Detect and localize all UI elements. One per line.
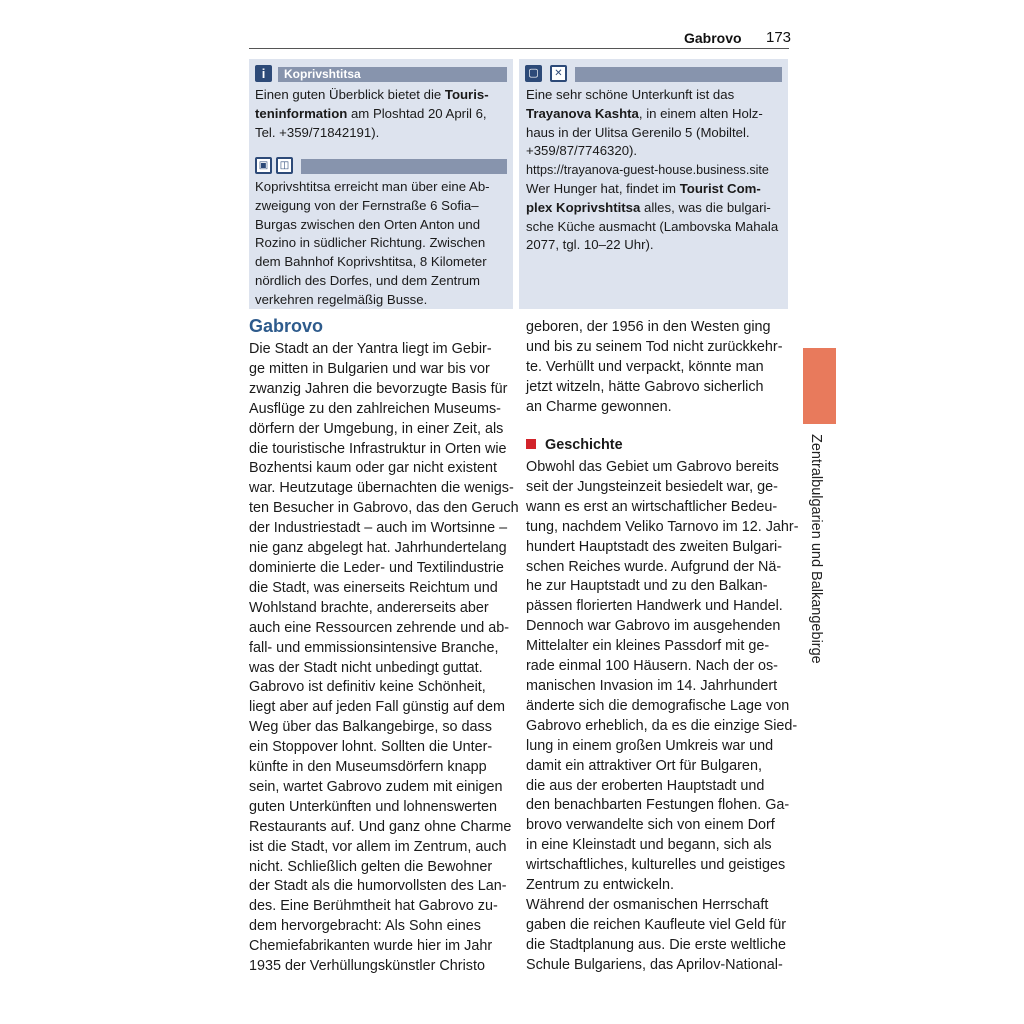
- train-icon: ◫: [276, 157, 293, 174]
- text-line: Trayanova Kashta, in einem alten Holz-: [526, 105, 763, 121]
- text-line: den benachbarten Festungen flohen. Ga-: [526, 797, 790, 814]
- text-line: Gabrovo erheblich, da es die einzige Sied-: [526, 717, 798, 734]
- text-line: wann es erst an wirtschaftlicher Bedeu-: [526, 498, 778, 515]
- text-line: damit ein attraktiver Ort für Bulgaren,: [526, 757, 762, 774]
- text-line: fall- und emmissionsintensive Branche,: [249, 639, 499, 656]
- page-number: 173: [766, 29, 792, 46]
- info-box-left: [249, 59, 513, 309]
- text-line: Eine sehr schöne Unterkunft ist das: [526, 87, 735, 102]
- text-line: die touristische Infrastruktur in Orten wie: [249, 440, 507, 457]
- text-line: zwanzig Jahren die bevorzugte Basis für: [249, 380, 508, 397]
- red-square-icon: [526, 439, 536, 449]
- text-line: ge mitten in Bulgarien und war bis vor: [249, 360, 490, 377]
- text-line: nicht. Schließlich gelten die Bewohner: [249, 858, 493, 875]
- text-line: sche Küche ausmacht (Lambovska Mahala: [526, 218, 779, 234]
- lodging-text: [526, 86, 784, 255]
- text-line: Burgas zwischen den Orten Anton und: [255, 216, 481, 232]
- text-line: Einen guten Überblick bietet die Touris-: [255, 87, 489, 102]
- bed-icon: ▢: [525, 65, 542, 82]
- lodging-heading: [525, 65, 782, 84]
- text-line: sein, wartet Gabrovo zudem mit einigen: [249, 778, 503, 795]
- text-line: Restaurants auf. Und ganz ohne Charme: [249, 818, 512, 835]
- text-line: ist die Stadt, vor allem im Zentrum, auch: [249, 838, 507, 855]
- text-line: Wohlstand brachte, andererseits aber: [249, 599, 489, 616]
- text-line: liegt aber auf jeden Fall günstig auf dem: [249, 699, 505, 716]
- text-line: änderte sich die demografische Lage von: [526, 697, 790, 714]
- chapter-side-label: Zentralbulgarien und Balkangebirge: [808, 434, 824, 664]
- text-line: dörfern der Umgebung, in einer Zeit, als: [249, 420, 504, 437]
- body-column-right-top: [526, 318, 789, 418]
- transport-text: [255, 178, 509, 310]
- text-line: auch eine Ressourcen zehrende und ab-: [249, 619, 510, 636]
- text-line: haus in der Ulitsa Gerenilo 5 (Mobiltel.: [526, 124, 750, 140]
- text-line: Mittelalter ein kleines Passdorf mit ge-: [526, 638, 770, 655]
- text-line: 1935 der Verhüllungskünstler Christo: [249, 958, 485, 975]
- transport-heading: [255, 157, 507, 176]
- text-line: pässen florierten Handwerk und Handel.: [526, 598, 783, 615]
- text-line: brovo verwandelte sich von einem Dorf: [526, 817, 775, 834]
- cutlery-icon: ✕: [550, 65, 567, 82]
- text-line: dem Bahnhof Koprivshtitsa, 8 Kilometer: [255, 254, 487, 270]
- text-line: Chemiefabrikanten wurde hier im Jahr: [249, 938, 493, 955]
- text-line: hundert Hauptstadt des zweiten Bulgari-: [526, 538, 782, 555]
- heading-bar: [575, 67, 782, 82]
- text-line: tung, nachdem Veliko Tarnovo im 12. Jahr-: [526, 518, 799, 535]
- text-line: die aus der eroberten Hauptstadt und: [526, 777, 765, 794]
- heading-label: Koprivshtitsa: [284, 67, 361, 81]
- text-line: Tel. +359/71842191).: [255, 124, 380, 140]
- text-line: Koprivshtitsa erreicht man über eine Ab-: [255, 179, 490, 194]
- text-line: des. Eine Berühmtheit hat Gabrovo zu-: [249, 898, 498, 915]
- text-line: +359/87/7746320).: [526, 143, 638, 159]
- text-line: schen Reiches wurde. Aufgrund der Nä-: [526, 558, 782, 575]
- text-line: was der Stadt nicht unbedingt guttat.: [249, 659, 483, 676]
- text-line: zweigung von der Fernstraße 6 Sofia–: [255, 197, 479, 213]
- chapter-tab: [803, 348, 836, 424]
- text-line: künfte in den Museumsdörfern knapp: [249, 759, 487, 776]
- info-text: [255, 86, 509, 142]
- text-line: seit der Jungsteinzeit besiedelt war, ge-: [526, 478, 778, 495]
- text-line: nie ganz abgelegt hat. Jahrhundertelang: [249, 540, 507, 557]
- text-line: Während der osmanischen Herrschaft: [526, 896, 769, 913]
- subheading-label: Geschichte: [545, 437, 623, 453]
- text-line: in eine Kleinstadt und begann, sich als: [526, 837, 772, 854]
- header-rule: [249, 48, 789, 49]
- heading-bar: [301, 159, 507, 174]
- text-line: an Charme gewonnen.: [526, 398, 672, 415]
- text-line: lung in einem großen Umkreis war und: [526, 737, 774, 754]
- text-line: ten Besucher in Gabrovo, das den Geruch: [249, 500, 519, 517]
- text-line: 2077, tgl. 10–22 Uhr).: [526, 237, 654, 253]
- text-line: plex Koprivshtitsa alles, was die bulgari-: [526, 199, 771, 215]
- text-line: wirtschaftliches, kulturelles und geistiges: [526, 857, 786, 874]
- info-box-right: [519, 59, 788, 309]
- text-line: Schule Bulgariens, das Aprilov-National-: [526, 956, 783, 973]
- heading-bar: [278, 67, 507, 82]
- text-line: und bis zu seinem Tod nicht zurückkehr-: [526, 338, 783, 355]
- text-line: der Stadt als die humorvollsten des Lan-: [249, 878, 507, 895]
- text-line: die Stadt, was einerseits Reichtum und: [249, 579, 498, 596]
- body-column-left: [249, 340, 519, 977]
- text-line: gaben die reichen Kaufleute viel Geld für: [526, 916, 787, 933]
- text-line: Die Stadt an der Yantra liegt im Gebir-: [249, 341, 492, 357]
- section-title: Gabrovo: [249, 316, 324, 336]
- bus-icon: ▣: [255, 157, 272, 174]
- subheading-geschichte: [526, 437, 623, 453]
- text-line: nördlich des Dorfes, und dem Zentrum: [255, 272, 481, 288]
- text-line: Weg über das Balkangebirge, so dass: [249, 719, 492, 736]
- text-line: Rozino in südlicher Richtung. Zwischen: [255, 235, 486, 251]
- text-line: guten Unterkünften und lohnenswerten: [249, 798, 498, 815]
- body-column-right-bottom: [526, 458, 799, 976]
- text-line: Bozhentsi kaum oder gar nicht existent: [249, 460, 497, 477]
- text-line: verkehren regelmäßig Busse.: [255, 291, 428, 307]
- text-line: teninformation am Ploshtad 20 April 6,: [255, 105, 487, 121]
- info-box-heading: [255, 65, 507, 84]
- text-line: Wer Hunger hat, findet im Tourist Com-: [526, 180, 761, 196]
- info-icon: i: [255, 65, 272, 82]
- running-header-title: Gabrovo: [684, 30, 742, 46]
- website-link[interactable]: https://trayanova-guest-house.business.site: [526, 163, 769, 178]
- text-line: Dennoch war Gabrovo im ausgehenden: [526, 618, 781, 635]
- text-line: ein Stoppover lohnt. Sollten die Unter-: [249, 739, 493, 756]
- text-line: te. Verhüllt und verpackt, könnte man: [526, 358, 764, 375]
- text-line: der Industriestadt – auch im Wortsinne –: [249, 520, 508, 537]
- text-line: manischen Invasion im 14. Jahrhundert: [526, 677, 778, 694]
- text-line: dominierte die Leder- und Textilindustrie: [249, 559, 504, 576]
- text-line: jetzt witzeln, hätte Gabrovo sicherlich: [526, 378, 764, 395]
- text-line: he zur Hauptstadt und zu den Balkan-: [526, 578, 768, 595]
- text-line: Obwohl das Gebiet um Gabrovo bereits: [526, 459, 779, 475]
- text-line: war. Heutzutage übernachten die wenigs-: [249, 480, 514, 497]
- text-line: geboren, der 1956 in den Westen ging: [526, 319, 771, 335]
- text-line: die Stadtplanung aus. Die erste weltliche: [526, 936, 786, 953]
- text-line: dem hervorgebracht: Als Sohn eines: [249, 918, 481, 935]
- text-line: rade einmal 100 Häusern. Nach der os-: [526, 658, 778, 675]
- text-line: Gabrovo ist definitiv keine Schönheit,: [249, 679, 486, 696]
- text-line: Ausflüge zu den zahlreichen Museums-: [249, 400, 501, 417]
- text-line: Zentrum zu entwickeln.: [526, 877, 674, 894]
